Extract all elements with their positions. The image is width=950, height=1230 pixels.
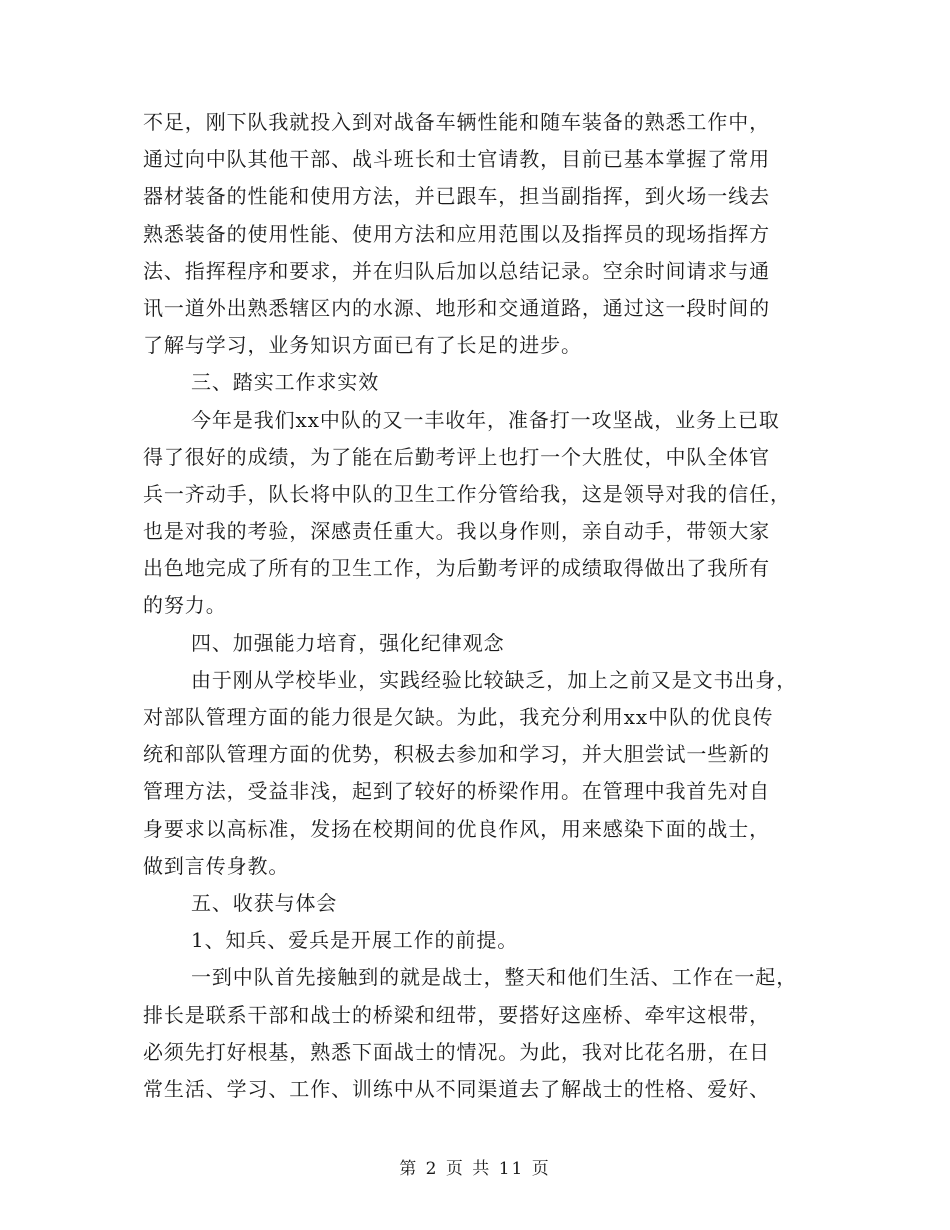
body-text-line: 做到言传身教。 — [143, 853, 290, 878]
body-text-line: 兵一齐动手，队长将中队的卫生工作分管给我，这是领导对我的信任， — [143, 481, 791, 506]
body-text-line: 对部队管理方面的能力很是欠缺。为此，我充分利用xx中队的优良传 — [143, 705, 774, 729]
body-text-line: 讯一道外出熟悉辖区内的水源、地形和交通道路，通过这一段时间的 — [143, 295, 770, 320]
body-text-line: 三、踏实工作求实效 — [191, 370, 380, 395]
body-text-line: 1、知兵、爱兵是开展工作的前提。 — [191, 928, 519, 953]
body-text-line: 必须先打好根基，熟悉下面战士的情况。为此，我对比花名册，在日 — [143, 1039, 770, 1064]
body-text-line: 的努力。 — [143, 593, 227, 618]
body-text-line: 排长是联系干部和战士的桥梁和纽带，要搭好这座桥、牵牢这根带， — [143, 1002, 770, 1027]
body-text-line: 管理方法，受益非浅，起到了较好的桥梁作用。在管理中我首先对自 — [143, 779, 770, 804]
body-text-line: 一到中队首先接触到的就是战士，整天和他们生活、工作在一起， — [191, 965, 798, 990]
body-text-line: 通过向中队其他干部、战斗班长和士官请教，目前已基本掌握了常用 — [143, 147, 770, 172]
body-text-line: 法、指挥程序和要求，并在归队后加以总结记录。空余时间请求与通 — [143, 258, 770, 283]
body-text-line: 不足，刚下队我就投入到对战备车辆性能和随车装备的熟悉工作中， — [143, 110, 770, 134]
body-text-line: 器材装备的性能和使用方法，并已跟车，担当副指挥，到火场一线去 — [143, 184, 770, 209]
body-text-line: 常生活、学习、工作、训练中从不同渠道去了解战士的性格、爱好、 — [143, 1076, 770, 1101]
body-text-line: 熟悉装备的使用性能、使用方法和应用范围以及指挥员的现场指挥方 — [143, 221, 770, 246]
body-text-line: 今年是我们xx中队的又一丰收年，准备打一攻坚战，业务上已取 — [191, 407, 780, 432]
body-text-line: 出色地完成了所有的卫生工作，为后勤考评的成绩取得做出了我所有 — [143, 556, 770, 581]
body-text-line: 由于刚从学校毕业，实践经验比较缺乏，加上之前又是文书出身， — [191, 667, 798, 692]
body-text-line: 统和部队管理方面的优势，积极去参加和学习，并大胆尝试一些新的 — [143, 742, 770, 767]
body-text-line: 四、加强能力培育，强化纪律观念 — [191, 630, 505, 655]
document-body — [143, 104, 808, 1108]
page-number-footer: 第 2 页 共 11 页 — [399, 1159, 551, 1179]
body-text-line: 得了很好的成绩，为了能在后勤考评上也打一个大胜仗，中队全体官 — [143, 444, 770, 469]
body-text-line: 也是对我的考验，深感责任重大。我以身作则，亲自动手，带领大家 — [143, 519, 770, 544]
body-text-line: 五、收获与体会 — [191, 890, 338, 915]
body-text-line: 身要求以高标准，发扬在校期间的优良作风，用来感染下面的战士， — [143, 816, 770, 841]
body-text-line: 了解与学习，业务知识方面已有了长足的进步。 — [143, 333, 582, 358]
